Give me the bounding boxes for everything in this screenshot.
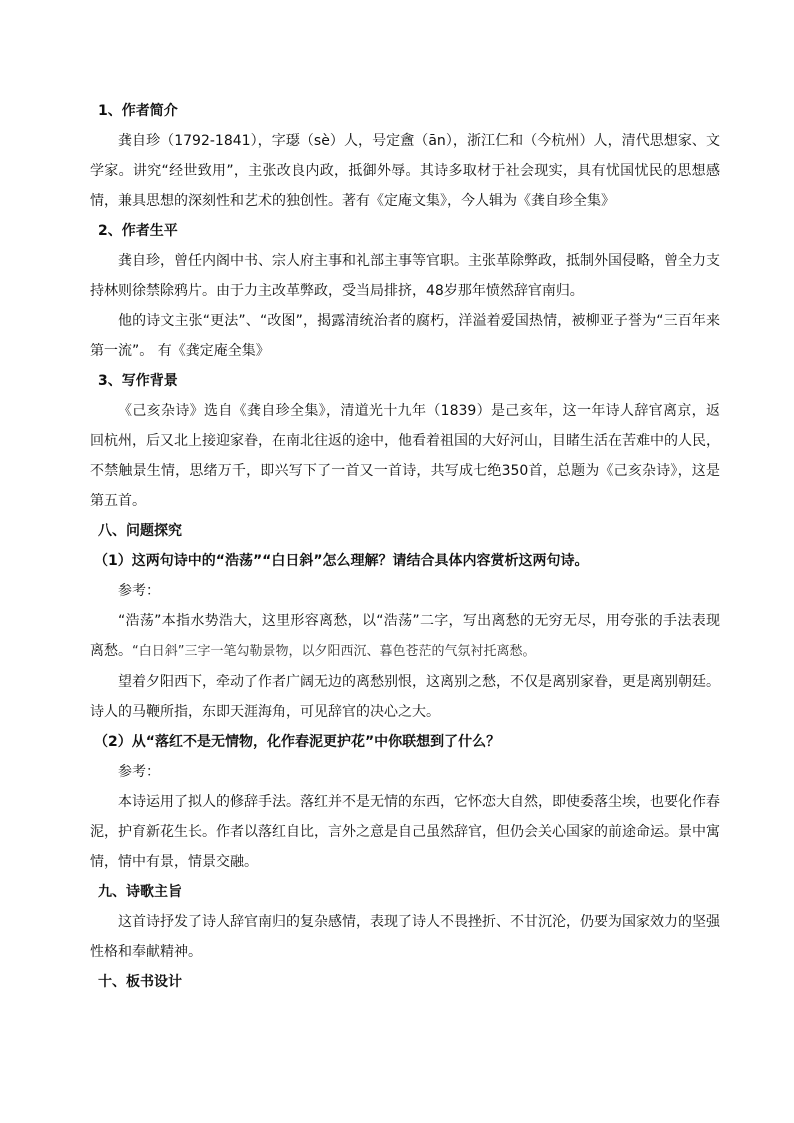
paragraph-author-life-2: 他的诗文主张“更法”、“改图”，揭露清统治者的腐朽，洋溢着爱国热情，被柳亚子誉为“三百年来第一流”。 有《龚定庵全集》 [90,313,720,359]
document-page [90,96,720,997]
section-heading-author-life: 2、作者生平 [98,223,178,239]
section-heading-board-design: 十、板书设计 [98,974,182,990]
answer-1-paragraph-2: 望着夕阳西下，牵动了作者广阔无边的离愁别恨，这离别之愁，不仅是离别家眷，更是离别朝廷。诗人的马鞭所指，东即天涯海角，可见辞官的决心之大。 [90,674,720,720]
answer-1-part-2: “白日斜”三字一笔勾勒景物，以夕阳西沉、暮色苍茫的气氛衬托离愁。 [132,644,536,659]
paragraph-author-life-1: 龚自珍，曾任内阁中书、宗人府主事和礼部主事等官职。主张革除弊政，抵制外国侵略，曾全力支持林则徐禁除鸦片。由于力主改革弊政，受当局排挤，48岁那年愤然辞官南归。 [90,253,720,299]
section-heading-theme: 九、诗歌主旨 [98,884,182,900]
paragraph-theme: 这首诗抒发了诗人辞官南归的复杂感情，表现了诗人不畏挫折、不甘沉沦，仍要为国家效力的坚强性格和奉献精神。 [90,914,720,960]
answer-1-part-1: “浩荡”本指水势浩大，这里形容离愁，以“浩荡”二字，写出离愁的无穷无尽，用夸张的手法表现离愁。 [90,613,720,659]
paragraph-background: 《己亥杂诗》选自《龚自珍全集》，清道光十九年（1839）是己亥年，这一年诗人辞官离京，返回杭州，后又北上接迎家眷，在南北往返的途中，他看着祖国的大好河山，目睹生活在苦难中的人民，不禁触景生情，思绪万千，即兴写下了一首又一首诗，共写成七绝350首，总题为《己亥杂诗》，这是第五首。 [90,403,720,509]
reference-label-1: 参考： [118,583,160,599]
section-heading-questions: 八、问题探究 [98,523,182,539]
section-heading-author-intro: 1、作者简介 [98,103,178,119]
answer-1-paragraph-1 [90,606,720,667]
paragraph-author-intro: 龚自珍（1792-1841），字璱（sè）人，号定盦（ān），浙江仁和（今杭州）人，清代思想家、文学家。讲究“经世致用”，主张改良内政，抵御外辱。其诗多取材于社会现实，具有忧国忧民的思想感情，兼具思想的深刻性和艺术的独创性。著有《定庵文集》，今人辑为《龚自珍全集》 [90,133,720,209]
answer-2-paragraph: 本诗运用了拟人的修辞手法。落红并不是无情的东西，它怀恋大自然，即使委落尘埃，也要化作春泥，护育新花生长。作者以落红自比，言外之意是自己虽然辞官，但仍会关心国家的前途命运。景中寓情，情中有景，情景交融。 [90,794,720,870]
question-2: （2）从“落红不是无情物，化作春泥更护花”中你联想到了什么？ [94,734,501,750]
question-1: （1）这两句诗中的“浩荡”“白日斜”怎么理解？请结合具体内容赏析这两句诗。 [94,553,589,569]
reference-label-2: 参考： [118,764,160,780]
section-heading-background: 3、写作背景 [98,373,178,389]
